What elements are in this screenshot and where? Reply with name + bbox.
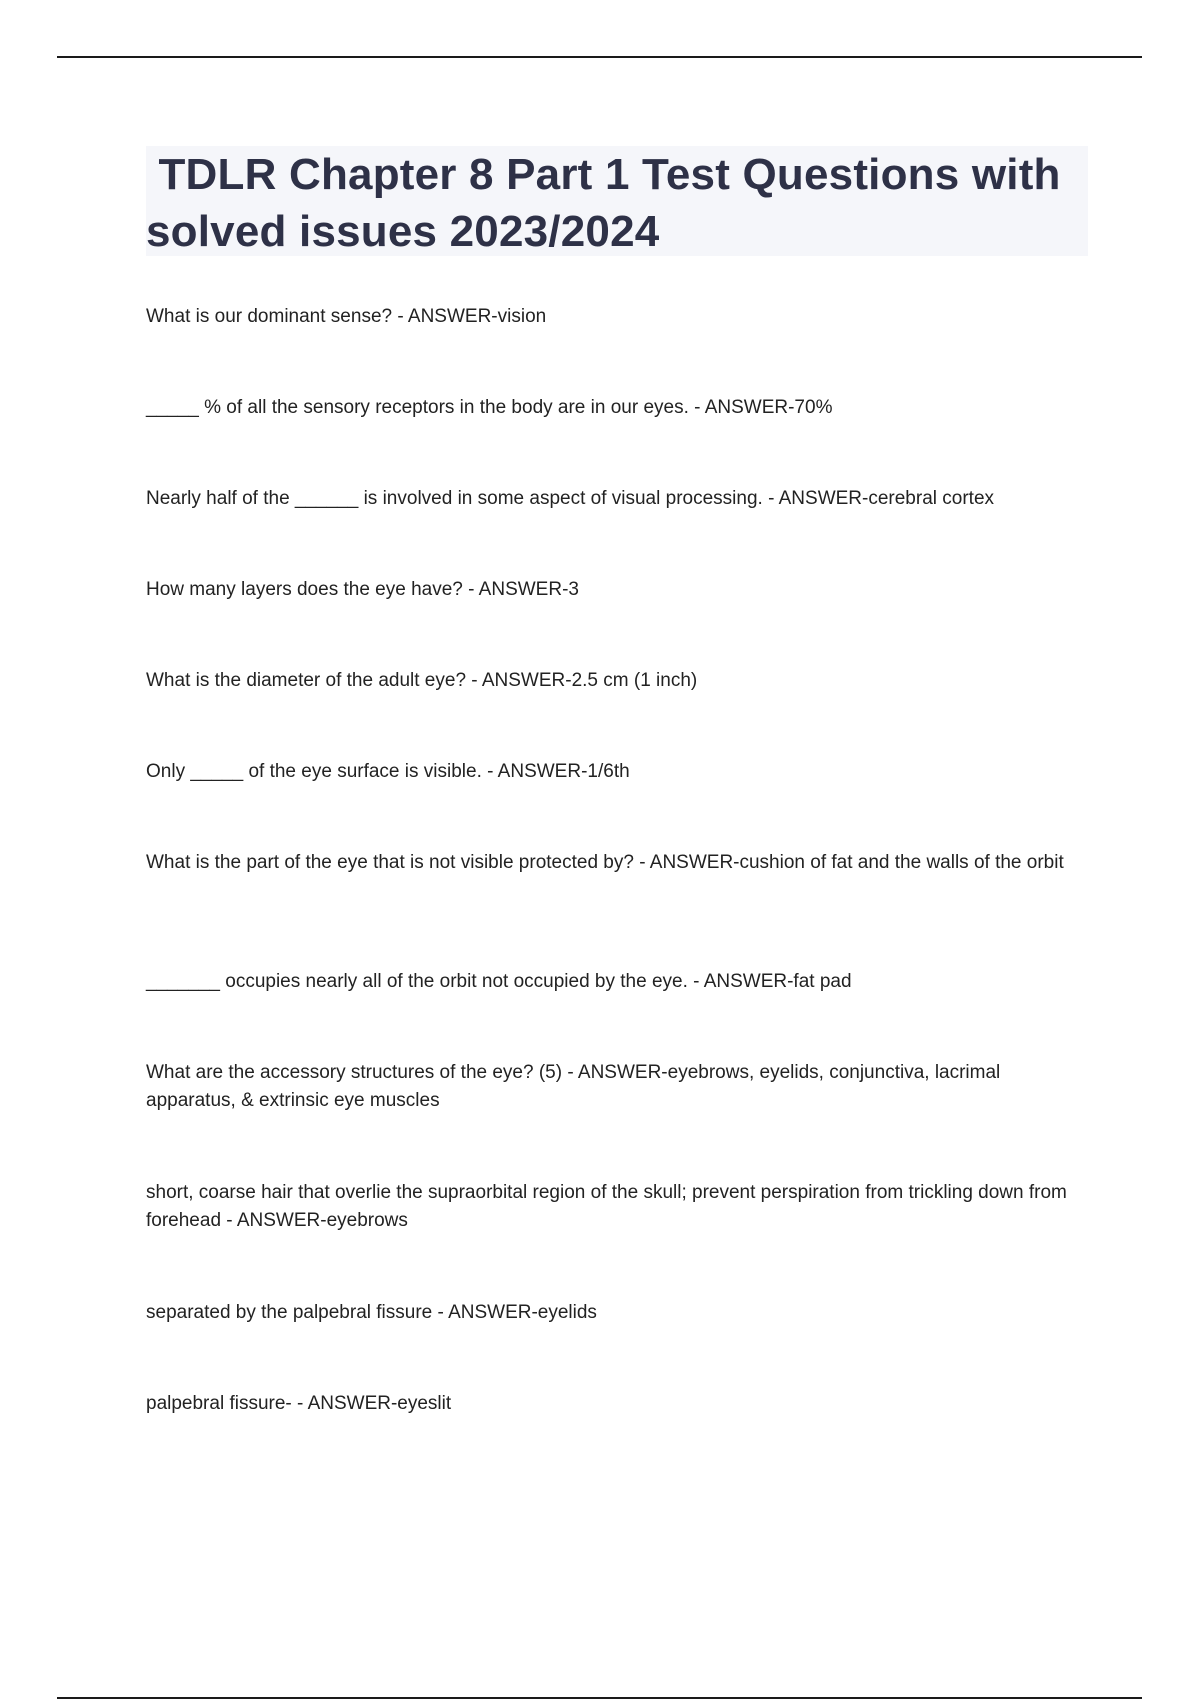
question-item: What is the part of the eye that is not visible protected by? - ANSWER-cushion of fat and the walls of the orbit (146, 852, 1064, 873)
question-item: separated by the palpebral fissure - ANSWER-eyelids (146, 1302, 597, 1323)
question-item: short, coarse hair that overlie the supraorbital region of the skull; prevent perspiration from trickling down from forehead - ANSWER-eyebrows (146, 1182, 1067, 1231)
question-item: palpebral fissure- - ANSWER-eyeslit (146, 1393, 452, 1414)
question-item: _______ occupies nearly all of the orbit not occupied by the eye. - ANSWER-fat pad (146, 971, 852, 992)
question-item: What is the diameter of the adult eye? - ANSWER-2.5 cm (1 inch) (146, 670, 698, 691)
bottom-rule (57, 1697, 1142, 1699)
question-item: What are the accessory structures of the eye? (5) - ANSWER-eyebrows, eyelids, conjunctiva, lacrimal apparatus, & extrinsic eye muscles (146, 1062, 1001, 1111)
title-banner (146, 146, 1088, 256)
document-title: TDLR Chapter 8 Part 1 Test Questions with solved issues 2023/2024 (146, 150, 1074, 256)
question-item: Only _____ of the eye surface is visible. - ANSWER-1/6th (146, 761, 630, 782)
top-rule (57, 56, 1142, 58)
question-item: How many layers does the eye have? - ANSWER-3 (146, 579, 579, 600)
question-item: _____ % of all the sensory receptors in the body are in our eyes. - ANSWER-70% (146, 397, 833, 418)
question-item: Nearly half of the ______ is involved in some aspect of visual processing. - ANSWER-cerebral cortex (146, 488, 995, 509)
question-item: What is our dominant sense? - ANSWER-vision (146, 306, 547, 327)
